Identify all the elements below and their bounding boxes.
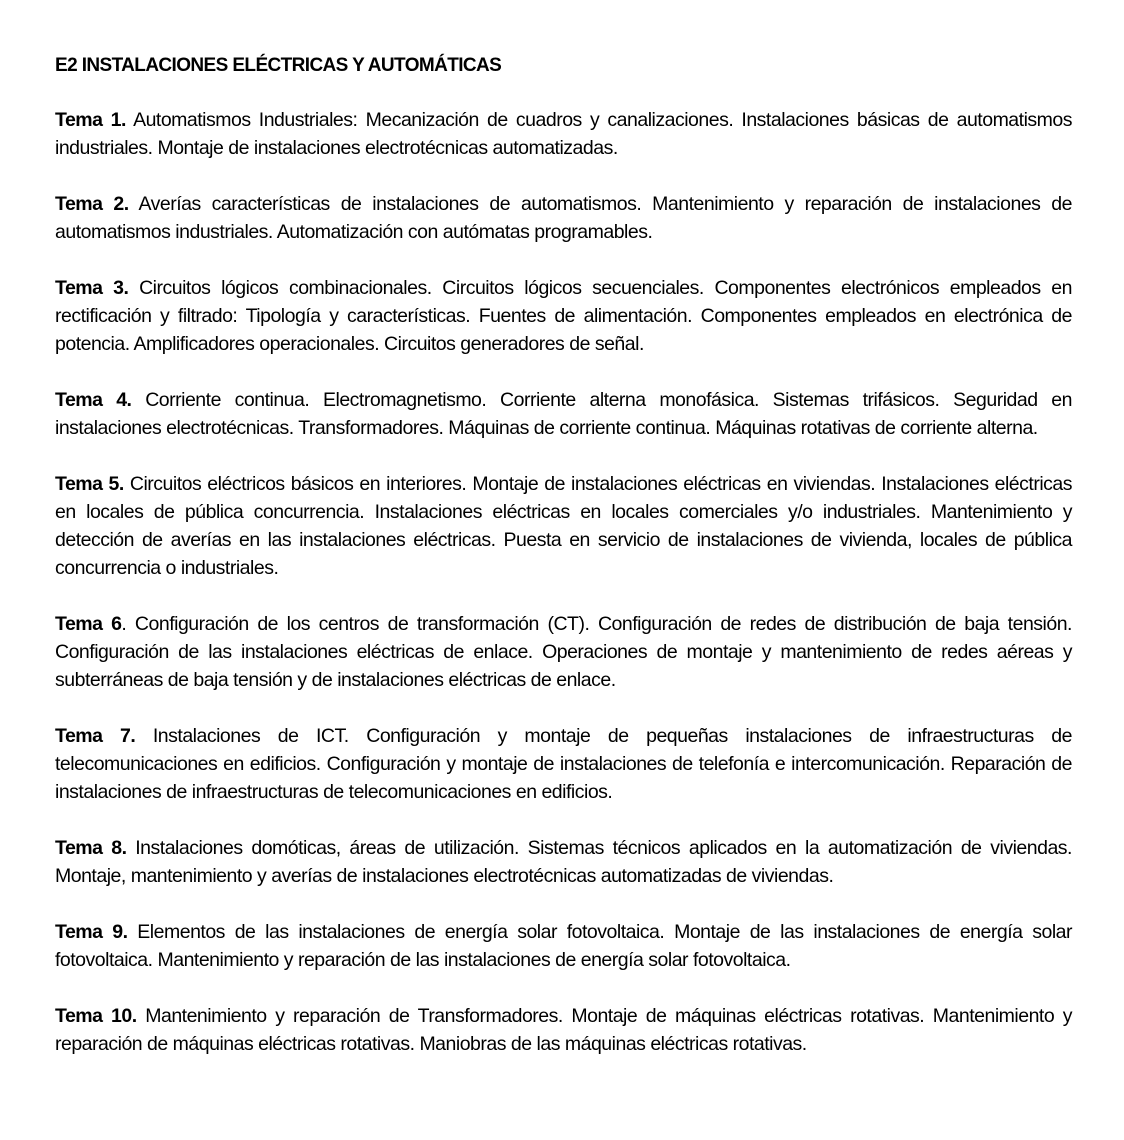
topic-label: Tema 8.	[55, 837, 127, 859]
topic-6	[55, 610, 1072, 694]
topic-text: Automatismos Industriales: Mecanización de cuadros y canalizaciones. Instalaciones básicas de automatismos industriales. Montaje de instalaciones electrotécnicas automatizadas.	[55, 109, 1072, 159]
topic-label: Tema 5.	[55, 473, 124, 495]
document-title: E2 INSTALACIONES ELÉCTRICAS Y AUTOMÁTICAS	[55, 55, 502, 76]
topic-2	[55, 190, 1072, 246]
topic-text: Mantenimiento y reparación de Transformadores. Montaje de máquinas eléctricas rotativas. Mantenimiento y reparación de máquinas eléctricas rotativas. Maniobras de las máquinas eléctricas rotativas.	[55, 1005, 1072, 1055]
topic-text: Instalaciones de ICT. Configuración y montaje de pequeñas instalaciones de infraestructuras de telecomunicaciones en edificios. Configuración y montaje de instalaciones de telefonía e intercomunicación. Reparación de instalaciones de infraestructuras de telecomunicaciones en edificios.	[55, 725, 1072, 803]
topic-text: Circuitos eléctricos básicos en interiores. Montaje de instalaciones eléctricas en viviendas. Instalaciones eléctricas en locales de pública concurrencia. Instalaciones eléctricas en locales comerciales y/o industriales. Mantenimiento y detección de averías en las instalaciones eléctricas. Puesta en servicio de instalaciones de vivienda, locales de pública concurrencia o industriales.	[55, 473, 1072, 579]
topic-label: Tema 2.	[55, 193, 129, 215]
topic-label: Tema 1.	[55, 109, 126, 131]
topic-7	[55, 722, 1072, 806]
topic-5	[55, 470, 1072, 582]
topic-text: Averías características de instalaciones de automatismos. Mantenimiento y reparación de instalaciones de automatismos industriales. Automatización con autómatas programables.	[55, 193, 1072, 243]
topic-10	[55, 1002, 1072, 1058]
topic-label: Tema 9.	[55, 921, 128, 943]
topic-4	[55, 386, 1072, 442]
topic-8	[55, 834, 1072, 890]
topic-3	[55, 274, 1072, 358]
topic-text: Elementos de las instalaciones de energía solar fotovoltaica. Montaje de las instalaciones de energía solar fotovoltaica. Mantenimiento y reparación de las instalaciones de energía solar fotovoltaica.	[55, 921, 1072, 971]
topic-label: Tema 7.	[55, 725, 136, 747]
topic-text: . Configuración de los centros de transformación (CT). Configuración de redes de distribución de baja tensión. Configuración de las instalaciones eléctricas de enlace. Operaciones de montaje y mantenimiento de redes aéreas y subterráneas de baja tensión y de instalaciones eléctricas de enlace.	[55, 613, 1072, 691]
topic-text: Corriente continua. Electromagnetismo. Corriente alterna monofásica. Sistemas trifásicos. Seguridad en instalaciones electrotécnicas. Transformadores. Máquinas de corriente continua. Máquinas rotativas de corriente alterna.	[55, 389, 1072, 439]
topic-text: Instalaciones domóticas, áreas de utilización. Sistemas técnicos aplicados en la automatización de viviendas. Montaje, mantenimiento y averías de instalaciones electrotécnicas automatizadas de viviendas.	[55, 837, 1072, 887]
topic-label: Tema 10.	[55, 1005, 137, 1027]
topic-text: Circuitos lógicos combinacionales. Circuitos lógicos secuenciales. Componentes electrónicos empleados en rectificación y filtrado: Tipología y características. Fuentes de alimentación. Componentes empleados en electrónica de potencia. Amplificadores operacionales. Circuitos generadores de señal.	[55, 277, 1072, 355]
topic-label: Tema 3.	[55, 277, 129, 299]
topic-label: Tema 4.	[55, 389, 132, 411]
topic-label: Tema 6	[55, 613, 122, 635]
topic-9	[55, 918, 1072, 974]
topic-1	[55, 106, 1072, 162]
